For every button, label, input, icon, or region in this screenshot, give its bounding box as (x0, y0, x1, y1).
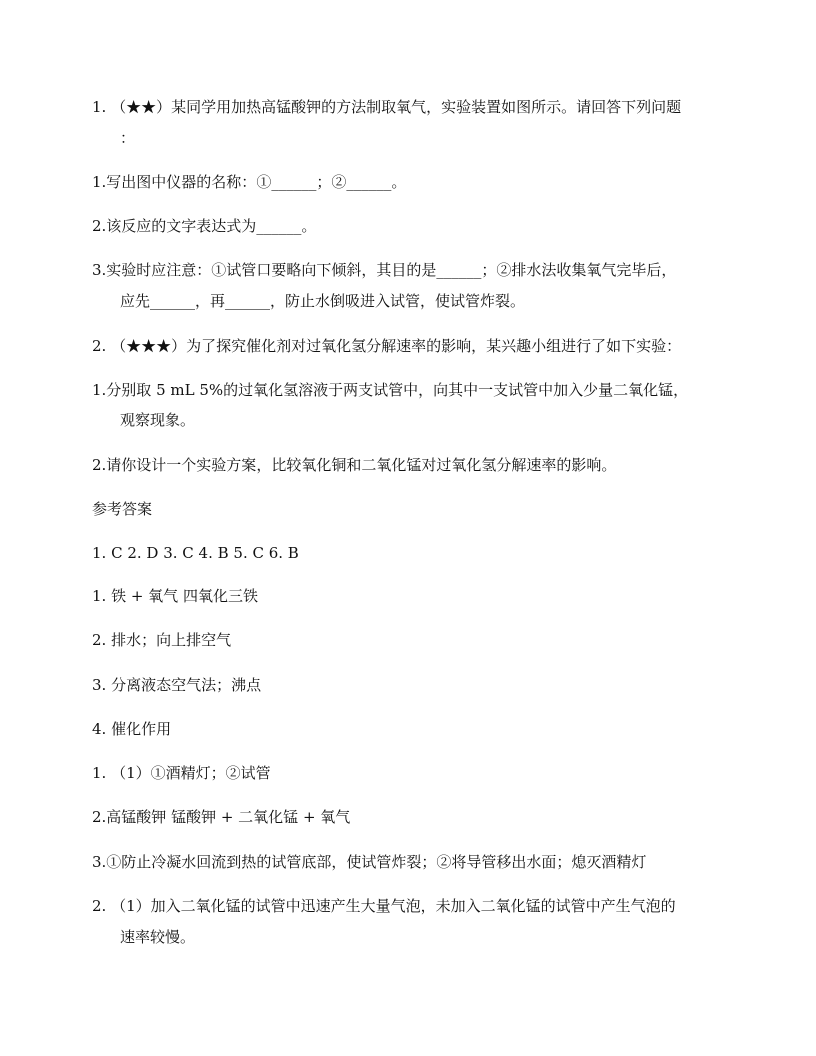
question-1-part-3: 3.实验时应注意：①试管口要略向下倾斜，其目的是______；②排水法收集氧气完毕后， (92, 261, 677, 279)
answer-line: 1. C 2. D 3. C 4. B 5. C 6. B (92, 544, 299, 562)
question-1-part-1: 1.写出图中仪器的名称：①______；②______。 (92, 173, 407, 191)
answer-line: 1. （1）①酒精灯；②试管 (92, 764, 271, 782)
answer-line: 1. 铁 + 氧气 四氧化三铁 (92, 587, 258, 605)
answer-heading: 参考答案 (92, 500, 153, 518)
question-2-stem: 2. （★★★）为了探究催化剂对过氧化氢分解速率的影响，某兴趣小组进行了如下实验： (92, 337, 682, 355)
answer-line: 3. 分离液态空气法；沸点 (92, 676, 262, 694)
question-1-stem: 1. （★★）某同学用加热高锰酸钾的方法制取氧气，实验装置如图所示。请回答下列问题 (92, 98, 682, 116)
question-2-part-1-cont: 观察现象。 (120, 411, 196, 429)
answer-line: 2.高锰酸钾 锰酸钾 + 二氧化锰 + 氧气 (92, 808, 351, 826)
question-1-part-3-cont: 应先______，再______，防止水倒吸进入试管，使试管炸裂。 (120, 292, 526, 310)
answer-line: 2. （1）加入二氧化锰的试管中迅速产生大量气泡，未加入二氧化锰的试管中产生气泡的 (92, 897, 676, 915)
answer-line: 4. 催化作用 (92, 720, 172, 738)
question-1-part-2: 2.该反应的文字表达式为______。 (92, 217, 317, 235)
answer-line: 3.①防止冷凝水回流到热的试管底部，使试管炸裂；②将导管移出水面；熄灭酒精灯 (92, 853, 647, 871)
question-2-part-2: 2.请你设计一个实验方案，比较氧化铜和二氧化锰对过氧化氢分解速率的影响。 (92, 456, 617, 474)
answer-line: 2. 排水；向上排空气 (92, 631, 232, 649)
question-2-part-1: 1.分别取 5 mL 5%的过氧化氢溶液于两支试管中，向其中一支试管中加入少量二氧化锰， (92, 381, 689, 399)
question-1-stem-cont: ： (120, 129, 136, 147)
answer-line-cont: 速率较慢。 (120, 928, 196, 946)
